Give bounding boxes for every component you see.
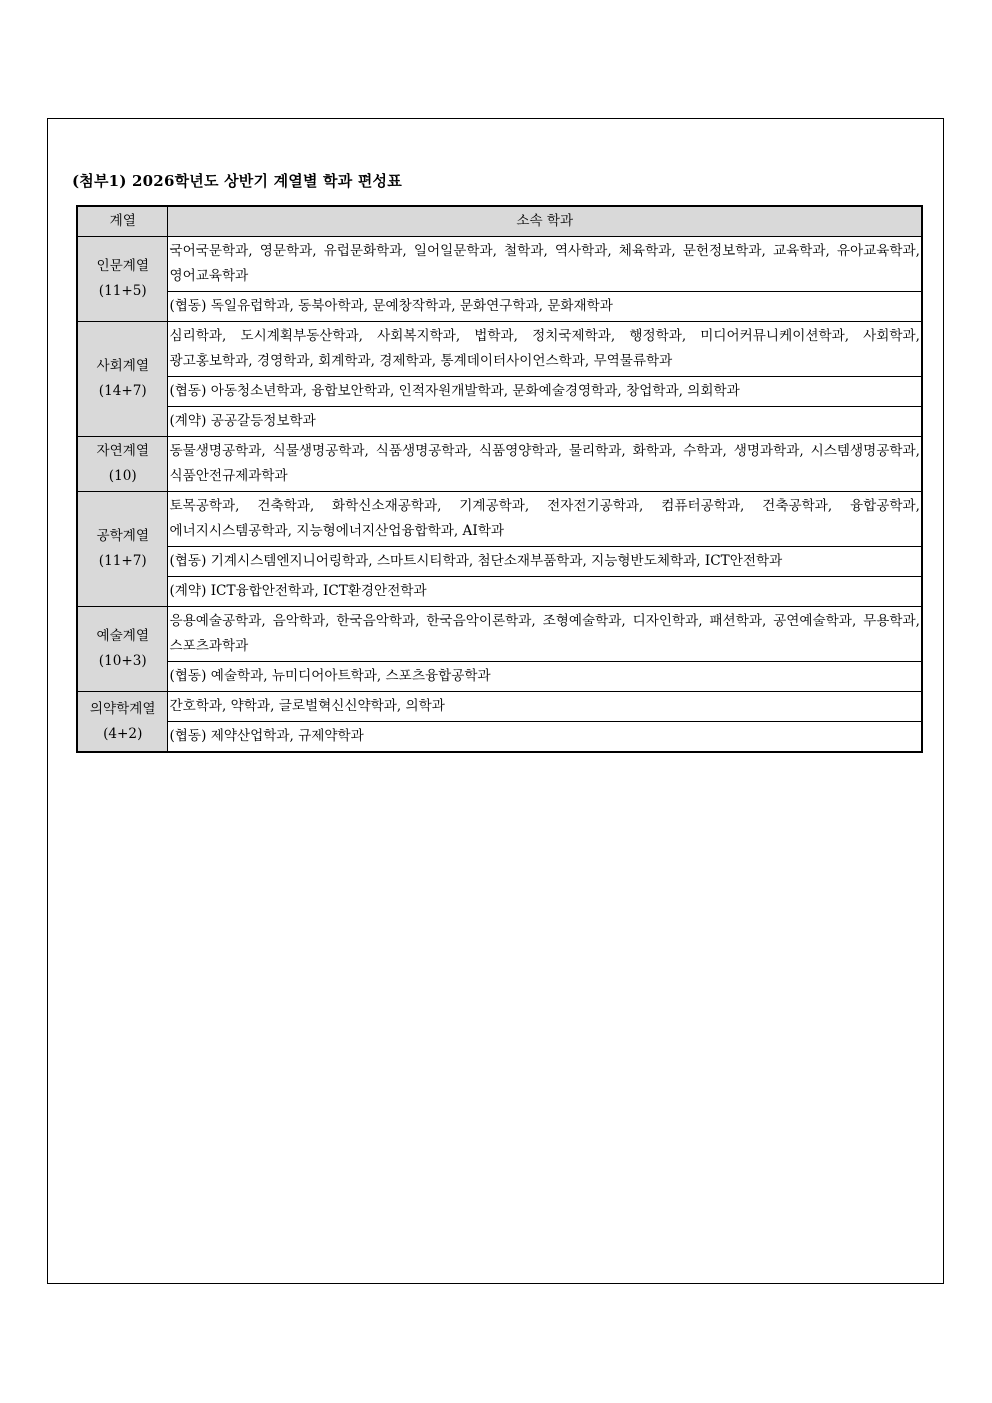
category-count: (4+2) <box>103 725 143 742</box>
category-cell <box>77 237 167 322</box>
department-list: 동물생명공학과, 식물생명공학과, 식품생명공학과, 식품영양학과, 물리학과, 화학과, 수학과, 생명과학과, 시스템생명공학과, 식품안전규제과학과 <box>167 437 922 492</box>
category-name: 자연계열 <box>96 443 150 459</box>
table-row <box>77 577 922 607</box>
department-list: 심리학과, 도시계획부동산학과, 사회복지학과, 법학과, 정치국제학과, 행정학과, 미디어커뮤니케이션학과, 사회학과, 광고홍보학과, 경영학과, 회계학과, 경제학과, 통계데이터사이언스학과, 무역물류학과 <box>167 322 922 377</box>
table-row <box>77 547 922 577</box>
department-list: (협동) 아동청소년학과, 융합보안학과, 인적자원개발학과, 문화예술경영학과, 창업학과, 의회학과 <box>167 377 922 407</box>
department-list: 간호학과, 약학과, 글로벌혁신신약학과, 의학과 <box>167 692 922 722</box>
department-table <box>76 205 923 753</box>
category-name: 인문계열 <box>96 258 150 274</box>
table-row <box>77 322 922 377</box>
category-count: (11+5) <box>98 283 147 299</box>
department-list: (협동) 독일유럽학과, 동북아학과, 문예창작학과, 문화연구학과, 문화재학과 <box>167 292 922 322</box>
category-count: (14+7) <box>98 383 147 399</box>
category-cell <box>77 492 167 607</box>
header-category: 계열 <box>77 206 167 237</box>
table-row <box>77 292 922 322</box>
category-cell <box>77 437 167 492</box>
department-list: (계약) ICT융합안전학과, ICT환경안전학과 <box>167 577 922 607</box>
department-list: 응용예술공학과, 음악학과, 한국음악학과, 한국음악이론학과, 조형예술학과, 디자인학과, 패션학과, 공연예술학과, 무용학과, 스포츠과학과 <box>167 607 922 662</box>
category-cell <box>77 607 167 692</box>
table-row <box>77 377 922 407</box>
department-list: 국어국문학과, 영문학과, 유럽문화학과, 일어일문학과, 철학과, 역사학과, 체육학과, 문헌정보학과, 교육학과, 유아교육학과, 영어교육학과 <box>167 237 922 292</box>
category-name: 예술계열 <box>96 628 150 644</box>
category-count: (10+3) <box>98 653 147 669</box>
table-row <box>77 492 922 547</box>
table-row <box>77 607 922 662</box>
header-departments: 소속 학과 <box>167 206 922 237</box>
department-list: (협동) 제약산업학과, 규제약학과 <box>167 722 922 753</box>
table-row <box>77 407 922 437</box>
table-row <box>77 692 922 722</box>
table-row <box>77 437 922 492</box>
table-row <box>77 722 922 753</box>
document-title: (첨부1) 2026학년도 상반기 계열별 학과 편성표 <box>72 172 402 190</box>
category-name: 공학계열 <box>96 528 150 544</box>
category-count: (11+7) <box>98 553 147 569</box>
department-list: 토목공학과, 건축학과, 화학신소재공학과, 기계공학과, 전자전기공학과, 컴퓨터공학과, 건축공학과, 융합공학과, 에너지시스템공학과, 지능형에너지산업융합학과, AI학과 <box>167 492 922 547</box>
table-header-row <box>77 206 922 237</box>
department-list: (협동) 기계시스템엔지니어링학과, 스마트시티학과, 첨단소재부품학과, 지능형반도체학과, ICT안전학과 <box>167 547 922 577</box>
category-name: 의약학계열 <box>89 700 156 717</box>
category-cell <box>77 322 167 437</box>
department-list: (협동) 예술학과, 뉴미디어아트학과, 스포츠융합공학과 <box>167 662 922 692</box>
category-count: (10) <box>108 468 137 484</box>
category-cell <box>77 692 167 753</box>
department-list: (계약) 공공갈등정보학과 <box>167 407 922 437</box>
table-row <box>77 237 922 292</box>
category-name: 사회계열 <box>96 358 150 374</box>
table-row <box>77 662 922 692</box>
